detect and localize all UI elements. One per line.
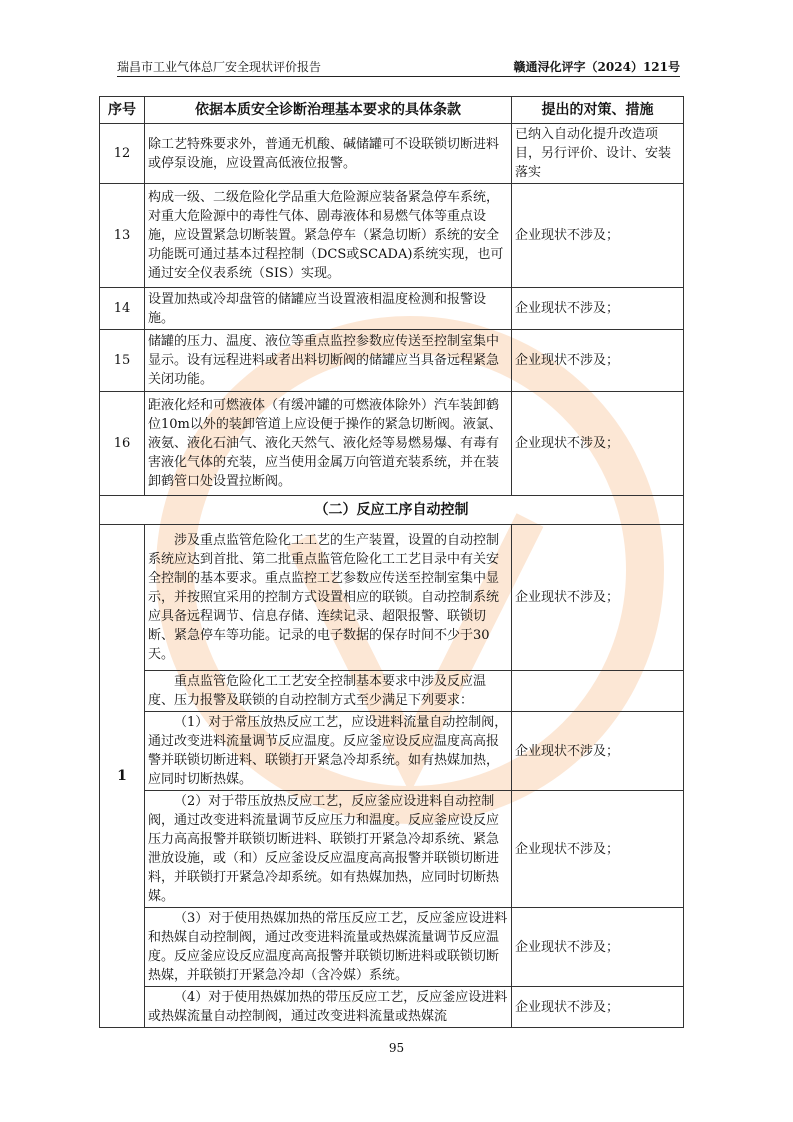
row-clause: 设置加热或冷却盘管的储罐应当设置液相温度检测和报警设施。 [145,288,512,330]
row-measure: 企业现状不涉及； [512,987,684,1028]
row-measure: 企业现状不涉及； [512,712,684,791]
col-header-measure: 提出的对策、措施 [512,97,684,124]
table-row [100,525,684,671]
row-clause: 距液化烃和可燃液体（有缓冲罐的可燃液体除外）汽车装卸鹤位10m以外的装卸管道上应设便于操作的紧急切断阀。液氯、液氨、液化石油气、液化天然气、液化烃等易燃易爆、有毒有害液化气体的充装，应当使用金属万向管道充装系统，并在装卸鹤管口处设置拉断阀。 [145,392,512,496]
row-clause: （3）对于使用热媒加热的常压反应工艺，反应釜应设进料和热媒自动控制阀，通过改变进料流量或热媒流量调节反应温度。反应釜应设反应温度高高报警并联锁切断进料或联锁切断热媒，并联锁打开紧急冷却（含冷媒）系统。 [145,908,512,987]
table-row [100,184,684,288]
row-num: 14 [100,288,145,330]
row-clause: 重点监管危险化工工艺安全控制基本要求中涉及反应温度、压力报警及联锁的自动控制方式至少满足下列要求： [145,671,512,712]
report-title: 瑞昌市工业气体总厂安全现状评价报告 [117,60,322,74]
col-header-clause: 依据本质安全诊断治理基本要求的具体条款 [145,97,512,124]
row-measure: 已纳入自动化提升改造项目，另行评价、设计、安装落实 [512,124,684,184]
section-row [100,496,684,525]
report-number: 赣通浔化评字（2024）121号 [513,60,680,74]
table-row [100,392,684,496]
group-num: 1 [100,525,145,1028]
row-measure: 企业现状不涉及； [512,184,684,288]
row-measure: 企业现状不涉及； [512,392,684,496]
row-clause: 构成一级、二级危险化学品重大危险源应装备紧急停车系统，对重大危险源中的毒性气体、剧毒液体和易燃气体等重点设施，应设置紧急切断装置。紧急停车（紧急切断）系统的安全功能既可通过基本过程控制（DCS或SCADA)系统实现，也可通过安全仪表系统（SIS）实现。 [145,184,512,288]
row-measure [512,671,684,712]
col-header-num: 序号 [100,97,145,124]
row-measure: 企业现状不涉及； [512,791,684,908]
table-row [100,330,684,392]
row-clause: （1）对于常压放热反应工艺，应设进料流量自动控制阀，通过改变进料流量调节反应温度。反应釜应设反应温度高高报警并联锁切断进料、联锁打开紧急冷却系统。如有热媒加热，应同时切断热媒。 [145,712,512,791]
table-row [100,908,684,987]
table-row [100,712,684,791]
table-row [100,288,684,330]
table-row [100,987,684,1028]
diagnosis-table [99,96,684,1028]
table-row [100,124,684,184]
row-clause: 除工艺特殊要求外，普通无机酸、碱储罐可不设联锁切断进料或停泵设施，应设置高低液位报警。 [145,124,512,184]
row-measure: 企业现状不涉及； [512,330,684,392]
row-clause: 涉及重点监管危险化工工艺的生产装置，设置的自动控制系统应达到首批、第二批重点监管危险化工工艺目录中有关安全控制的基本要求。重点监控工艺参数应传送至控制室集中显示，并按照宜采用的控制方式设置相应的联锁。自动控制系统应具备远程调节、信息存储、连续记录、超限报警、联锁切断、紧急停车等功能。记录的电子数据的保存时间不少于30天。 [145,525,512,671]
row-num: 15 [100,330,145,392]
row-num: 16 [100,392,145,496]
row-measure: 企业现状不涉及； [512,525,684,671]
table-header-row [100,97,684,124]
row-clause: 储罐的压力、温度、液位等重点监控参数应传送至控制室集中显示。设有远程进料或者出料切断阀的储罐应当具备远程紧急关闭功能。 [145,330,512,392]
row-num: 12 [100,124,145,184]
row-clause: （2）对于带压放热反应工艺，反应釜应设进料自动控制阀，通过改变进料流量调节反应压力和温度。反应釜应设反应压力高高报警并联锁切断进料、联锁打开紧急冷却系统、紧急泄放设施，或（和）反应釜设反应温度高高报警并联锁切断进料，并联锁打开紧急冷却系统。如有热媒加热，应同时切断热媒。 [145,791,512,908]
page-number: 95 [388,1041,405,1055]
page-header [117,58,680,77]
row-clause: （4）对于使用热媒加热的带压反应工艺，反应釜应设进料或热媒流量自动控制阀，通过改变进料流量或热媒流 [145,987,512,1028]
table-row [100,671,684,712]
section-title: （二）反应工序自动控制 [100,496,684,525]
row-measure: 企业现状不涉及； [512,288,684,330]
table-row [100,791,684,908]
row-measure: 企业现状不涉及； [512,908,684,987]
row-num: 13 [100,184,145,288]
